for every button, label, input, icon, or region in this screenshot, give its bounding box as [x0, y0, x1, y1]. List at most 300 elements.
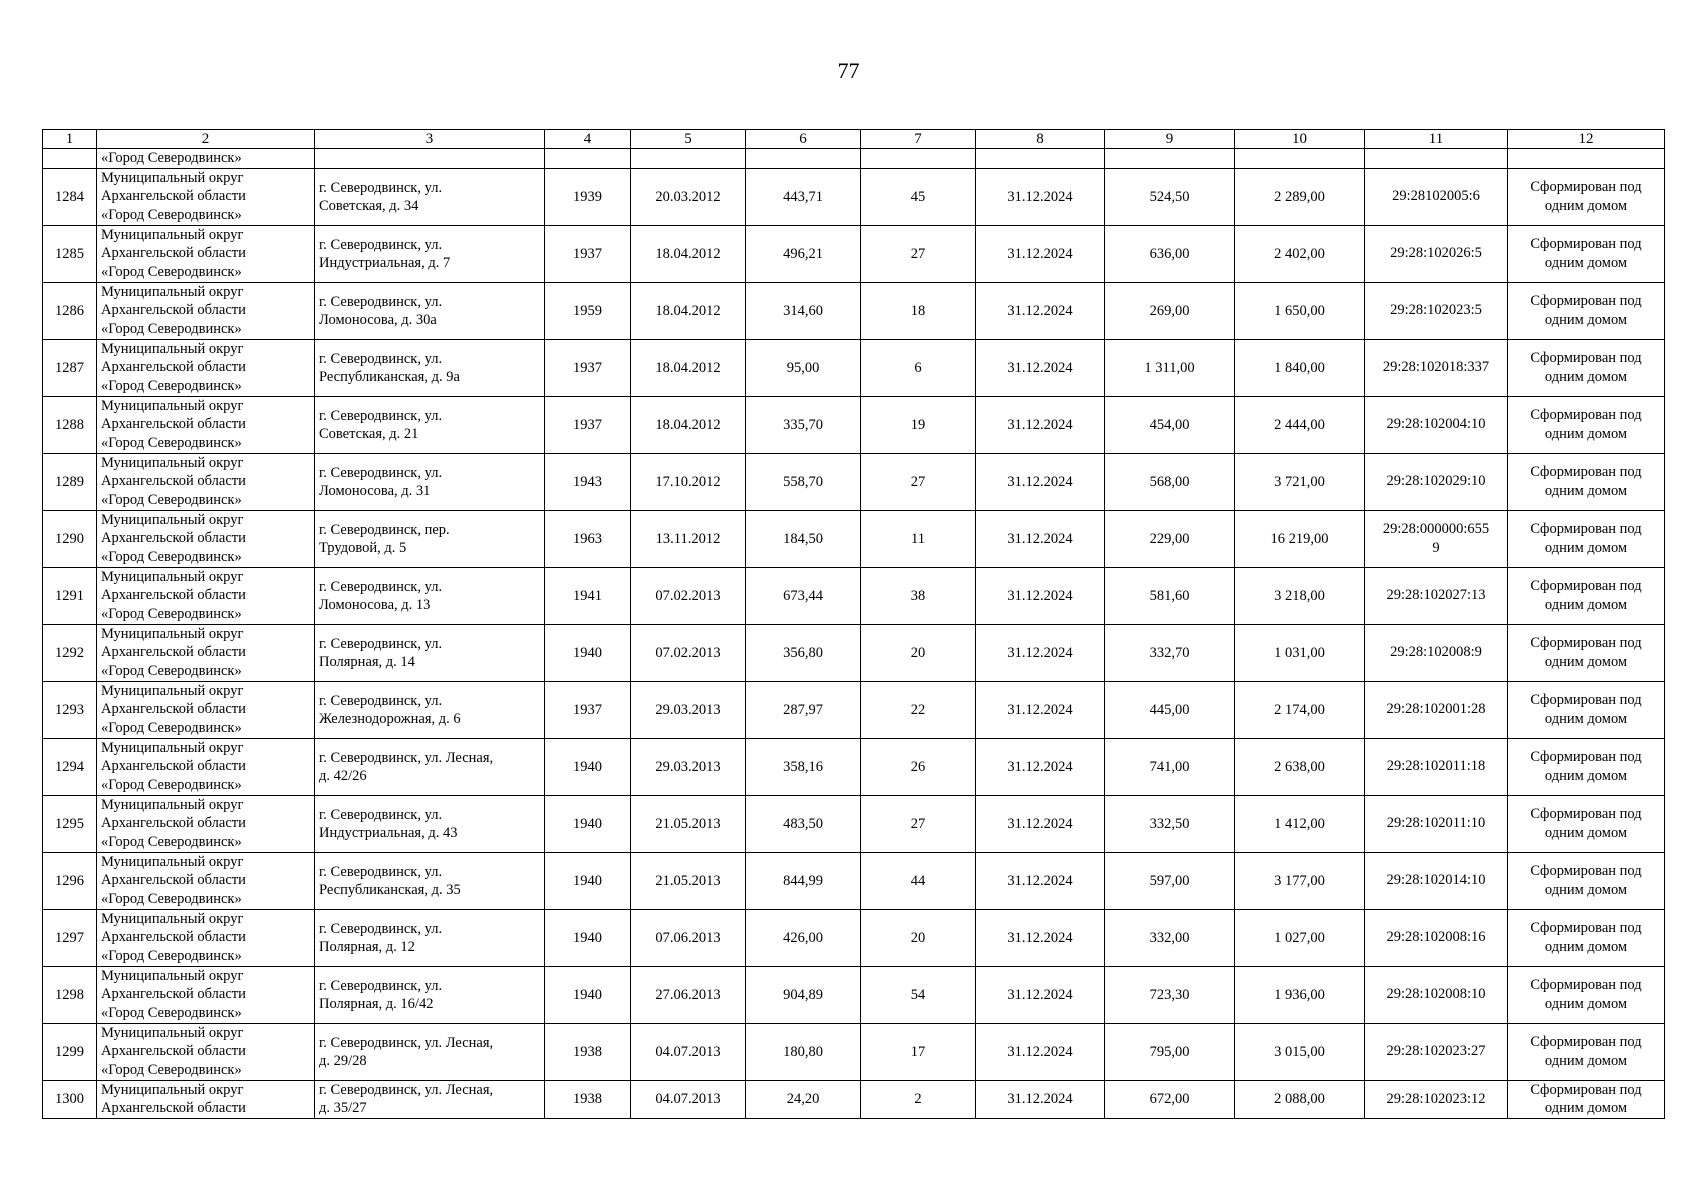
cadastral-number-cell-line: 29:28:102008:9 [1390, 644, 1482, 661]
row-number: 1289 [43, 453, 97, 510]
land-area-cell: 723,30 [1105, 966, 1235, 1023]
note-cell [1508, 795, 1665, 852]
land-area-cell: 454,00 [1105, 396, 1235, 453]
address-cell-line: д. 29/28 [319, 1052, 367, 1069]
footprint-cell: 1 936,00 [1235, 966, 1365, 1023]
footprint-cell: 2 444,00 [1235, 396, 1365, 453]
date-cell: 13.11.2012 [631, 510, 746, 567]
cadastral-number-cell-line: 29:28:102008:16 [1386, 929, 1486, 946]
address-cell-line: д. 42/26 [319, 767, 367, 784]
owner-cell-line: «Город Северодвинск» [101, 776, 242, 793]
cell-empty [43, 149, 97, 169]
table-row [43, 738, 1665, 795]
address-cell-line: г. Северодвинск, ул. Лесная, [319, 1034, 494, 1051]
residents-cell: 54 [861, 966, 976, 1023]
deadline-cell: 31.12.2024 [976, 510, 1105, 567]
date-cell: 18.04.2012 [631, 339, 746, 396]
address-cell-line: г. Северодвинск, пер. [319, 521, 450, 538]
note-cell-line: одним домом [1544, 710, 1628, 727]
table-row [43, 339, 1665, 396]
deadline-cell: 31.12.2024 [976, 168, 1105, 225]
year-cell: 1943 [545, 453, 631, 510]
residents-cell: 20 [861, 909, 976, 966]
owner-cell-line: Муниципальный округ [101, 226, 244, 243]
deadline-cell: 31.12.2024 [976, 339, 1105, 396]
note-cell-line: Сформирован под [1530, 521, 1642, 537]
column-number: 2 [97, 130, 315, 149]
address-cell [315, 453, 545, 510]
table-row [43, 567, 1665, 624]
cadastral-number-cell [1365, 909, 1508, 966]
note-cell-line: Сформирован под [1530, 1081, 1642, 1098]
deadline-cell: 31.12.2024 [976, 852, 1105, 909]
address-cell-line: Индустриальная, д. 7 [319, 254, 451, 271]
column-number: 1 [43, 130, 97, 149]
cadastral-number-cell-line: 29:28:102018:337 [1382, 359, 1490, 376]
land-area-cell: 524,50 [1105, 168, 1235, 225]
address-cell [315, 225, 545, 282]
page-number: 77 [837, 58, 860, 83]
owner-cell [97, 966, 315, 1023]
cadastral-number-cell [1365, 396, 1508, 453]
row-number: 1298 [43, 966, 97, 1023]
address-cell-line: г. Северодвинск, ул. [319, 578, 443, 595]
area-cell: 356,80 [746, 624, 861, 681]
table-row [43, 225, 1665, 282]
owner-cell-line: Муниципальный округ [101, 511, 244, 528]
cadastral-number-cell-line: 29:28:102011:10 [1386, 815, 1486, 832]
note-cell [1508, 168, 1665, 225]
owner-cell [97, 339, 315, 396]
year-cell: 1941 [545, 567, 631, 624]
note-cell-line: Сформирован под [1530, 920, 1642, 936]
cadastral-number-cell-line: 9 [1432, 539, 1440, 556]
owner-cell-line: Архангельской области [101, 245, 246, 262]
land-area-cell: 332,70 [1105, 624, 1235, 681]
owner-cell-line: «Город Северодвинск» [101, 890, 242, 907]
address-cell-line: д. 35/27 [319, 1100, 367, 1116]
deadline-cell: 31.12.2024 [976, 453, 1105, 510]
note-cell [1508, 339, 1665, 396]
note-cell-line: одним домом [1544, 254, 1628, 271]
continuation-row [43, 149, 1665, 169]
deadline-cell: 31.12.2024 [976, 1080, 1105, 1118]
footprint-cell: 2 638,00 [1235, 738, 1365, 795]
cell-empty [545, 149, 631, 169]
address-cell-line: г. Северодвинск, ул. Лесная, [319, 749, 494, 766]
owner-cell-line: «Город Северодвинск» [101, 263, 242, 280]
owner-cell-line: «Город Северодвинск» [101, 491, 242, 508]
note-cell-line: одним домом [1544, 824, 1628, 841]
owner-cell-line: Архангельской области [101, 188, 246, 205]
address-cell-line: Ломоносова, д. 13 [319, 596, 431, 613]
footprint-cell: 1 412,00 [1235, 795, 1365, 852]
note-cell-line: одним домом [1544, 1100, 1628, 1116]
footprint-cell: 3 177,00 [1235, 852, 1365, 909]
residents-cell: 20 [861, 624, 976, 681]
note-cell [1508, 681, 1665, 738]
cadastral-number-cell-line: 29:28:102023:5 [1390, 302, 1482, 319]
note-cell [1508, 282, 1665, 339]
land-area-cell: 597,00 [1105, 852, 1235, 909]
note-cell-line: одним домом [1544, 368, 1628, 385]
owner-cell-line: Архангельской области [101, 416, 246, 433]
cadastral-number-cell [1365, 738, 1508, 795]
cadastral-number-cell-line: 29:28:000000:655 [1382, 521, 1490, 537]
cell-empty [315, 149, 545, 169]
residents-cell: 2 [861, 1080, 976, 1118]
area-cell: 443,71 [746, 168, 861, 225]
area-cell: 426,00 [746, 909, 861, 966]
land-area-cell: 1 311,00 [1105, 339, 1235, 396]
owner-cell-line: Архангельской области [101, 758, 246, 775]
area-cell: 287,97 [746, 681, 861, 738]
owner-cell-line: Архангельской области [101, 872, 246, 889]
owner-cell-line: Муниципальный округ [101, 682, 244, 699]
footprint-cell: 1 650,00 [1235, 282, 1365, 339]
note-cell-line: Сформирован под [1530, 293, 1642, 309]
cell-empty [1105, 149, 1235, 169]
owner-cell-line: Муниципальный округ [101, 340, 244, 357]
owner-cell-line: «Город Северодвинск» [101, 548, 242, 565]
row-number: 1296 [43, 852, 97, 909]
address-cell-line: Советская, д. 21 [319, 425, 419, 442]
table-row [43, 168, 1665, 225]
note-cell [1508, 396, 1665, 453]
cell-empty [1235, 149, 1365, 169]
owner-cell-line: «Город Северодвинск» [101, 1061, 242, 1078]
cadastral-number-cell [1365, 1023, 1508, 1080]
owner-cell [97, 795, 315, 852]
owner-cell-line: Муниципальный округ [101, 1024, 244, 1041]
cadastral-number-cell [1365, 1080, 1508, 1118]
area-cell: 673,44 [746, 567, 861, 624]
footprint-cell: 1 031,00 [1235, 624, 1365, 681]
note-cell-line: Сформирован под [1530, 1034, 1642, 1050]
area-cell: 180,80 [746, 1023, 861, 1080]
table-row [43, 396, 1665, 453]
owner-cell-line: Архангельской области [101, 644, 246, 661]
deadline-cell: 31.12.2024 [976, 966, 1105, 1023]
cell-empty [976, 149, 1105, 169]
note-cell [1508, 909, 1665, 966]
footprint-cell: 16 219,00 [1235, 510, 1365, 567]
row-number: 1293 [43, 681, 97, 738]
row-number: 1294 [43, 738, 97, 795]
address-cell-line: Полярная, д. 14 [319, 653, 415, 670]
year-cell: 1937 [545, 681, 631, 738]
note-cell-line: одним домом [1544, 539, 1628, 556]
table-row [43, 852, 1665, 909]
table-row [43, 1023, 1665, 1080]
residents-cell: 26 [861, 738, 976, 795]
land-area-cell: 445,00 [1105, 681, 1235, 738]
cadastral-number-cell-line: 29:28:102029:10 [1386, 473, 1486, 490]
owner-cell-line: Муниципальный округ [101, 283, 244, 300]
owner-cell-line: Муниципальный округ [101, 1081, 244, 1098]
owner-cell-line: Архангельской области [101, 1100, 246, 1116]
cadastral-number-cell-line: 29:28:102026:5 [1390, 245, 1482, 262]
note-cell-line: одним домом [1544, 425, 1628, 442]
column-number-header-row [43, 130, 1665, 149]
land-area-cell: 636,00 [1105, 225, 1235, 282]
deadline-cell: 31.12.2024 [976, 909, 1105, 966]
address-cell-line: Трудовой, д. 5 [319, 539, 407, 556]
row-number: 1299 [43, 1023, 97, 1080]
address-cell-line: г. Северодвинск, ул. [319, 350, 443, 367]
year-cell: 1940 [545, 909, 631, 966]
address-cell-line: г. Северодвинск, ул. [319, 464, 443, 481]
column-number: 11 [1365, 130, 1508, 149]
area-cell: 496,21 [746, 225, 861, 282]
note-cell-line: одним домом [1544, 767, 1628, 784]
date-cell: 07.02.2013 [631, 624, 746, 681]
address-cell-line: г. Северодвинск, ул. [319, 293, 443, 310]
deadline-cell: 31.12.2024 [976, 681, 1105, 738]
note-cell-line: одним домом [1544, 881, 1628, 898]
owner-cell-line: Архангельской области [101, 1043, 246, 1060]
year-cell: 1959 [545, 282, 631, 339]
note-cell-line: Сформирован под [1530, 464, 1642, 480]
year-cell: 1940 [545, 966, 631, 1023]
owner-cell [97, 1080, 315, 1118]
note-cell-line: одним домом [1544, 311, 1628, 328]
address-cell-line: г. Северодвинск, ул. [319, 179, 443, 196]
address-cell-line: г. Северодвинск, ул. [319, 236, 443, 253]
deadline-cell: 31.12.2024 [976, 282, 1105, 339]
residents-cell: 44 [861, 852, 976, 909]
address-cell-line: Советская, д. 34 [319, 197, 419, 214]
cadastral-number-cell-line: 29:28:102001:28 [1386, 701, 1486, 718]
footprint-cell: 3 721,00 [1235, 453, 1365, 510]
note-cell-line: Сформирован под [1530, 635, 1642, 651]
year-cell: 1937 [545, 396, 631, 453]
address-cell [315, 624, 545, 681]
footprint-cell: 3 218,00 [1235, 567, 1365, 624]
area-cell: 184,50 [746, 510, 861, 567]
address-cell [315, 909, 545, 966]
owner-cell-line: «Город Северодвинск» [101, 377, 242, 394]
deadline-cell: 31.12.2024 [976, 738, 1105, 795]
address-cell [315, 282, 545, 339]
year-cell: 1937 [545, 339, 631, 396]
address-cell-line: Индустриальная, д. 43 [319, 824, 458, 841]
address-cell [315, 795, 545, 852]
cadastral-number-cell-line: 29:28:102004:10 [1386, 416, 1486, 433]
address-cell-line: г. Северодвинск, ул. Лесная, [319, 1082, 494, 1098]
row-number: 1297 [43, 909, 97, 966]
owner-cell-line: Муниципальный округ [101, 454, 244, 471]
note-cell-line: Сформирован под [1530, 692, 1642, 708]
footprint-cell: 1 840,00 [1235, 339, 1365, 396]
date-cell: 20.03.2012 [631, 168, 746, 225]
note-cell-line: одним домом [1544, 197, 1628, 214]
deadline-cell: 31.12.2024 [976, 624, 1105, 681]
owner-cell [97, 282, 315, 339]
year-cell: 1940 [545, 852, 631, 909]
owner-cell-line: Архангельской области [101, 986, 246, 1003]
residents-cell: 27 [861, 225, 976, 282]
address-cell-line: Полярная, д. 16/42 [319, 995, 434, 1012]
address-cell [315, 339, 545, 396]
owner-cell-line: Муниципальный округ [101, 910, 244, 927]
owner-cell-line: «Город Северодвинск» [101, 320, 242, 337]
residents-cell: 22 [861, 681, 976, 738]
row-number: 1287 [43, 339, 97, 396]
note-cell-line: Сформирован под [1530, 863, 1642, 879]
column-number: 7 [861, 130, 976, 149]
cadastral-number-cell-line: 29:28:102011:18 [1386, 758, 1486, 775]
cadastral-number-cell-line: 29:28:102023:27 [1386, 1043, 1486, 1060]
cadastral-number-cell [1365, 453, 1508, 510]
owner-cell-line: Муниципальный округ [101, 853, 244, 870]
note-cell-line: Сформирован под [1530, 179, 1642, 195]
column-number: 4 [545, 130, 631, 149]
table-row [43, 453, 1665, 510]
year-cell: 1940 [545, 795, 631, 852]
date-cell: 07.02.2013 [631, 567, 746, 624]
year-cell: 1938 [545, 1080, 631, 1118]
owner-cell-line: Муниципальный округ [101, 796, 244, 813]
cadastral-number-cell [1365, 282, 1508, 339]
row-number: 1285 [43, 225, 97, 282]
note-cell [1508, 567, 1665, 624]
address-cell-line: Республиканская, д. 9а [319, 368, 460, 385]
deadline-cell: 31.12.2024 [976, 795, 1105, 852]
address-cell-line: Ломоносова, д. 30а [319, 311, 437, 328]
date-cell: 27.06.2013 [631, 966, 746, 1023]
owner-cell [97, 681, 315, 738]
cell-empty [1365, 149, 1508, 169]
continuation-owner: «Город Северодвинск» [97, 149, 315, 169]
address-cell-line: г. Северодвинск, ул. [319, 692, 443, 709]
row-number: 1300 [43, 1080, 97, 1118]
owner-cell [97, 852, 315, 909]
table-row [43, 282, 1665, 339]
residents-cell: 11 [861, 510, 976, 567]
residents-cell: 6 [861, 339, 976, 396]
note-cell-line: Сформирован под [1530, 350, 1642, 366]
land-area-cell: 672,00 [1105, 1080, 1235, 1118]
cell-empty [861, 149, 976, 169]
table-row [43, 624, 1665, 681]
table-row [43, 966, 1665, 1023]
owner-cell-line: Муниципальный округ [101, 568, 244, 585]
address-cell [315, 1023, 545, 1080]
row-number: 1292 [43, 624, 97, 681]
land-area-cell: 229,00 [1105, 510, 1235, 567]
column-number: 3 [315, 130, 545, 149]
area-cell: 483,50 [746, 795, 861, 852]
owner-cell-line: Архангельской области [101, 359, 246, 376]
date-cell: 21.05.2013 [631, 852, 746, 909]
cadastral-number-cell-line: 29:28:102023:12 [1386, 1090, 1486, 1107]
column-number: 5 [631, 130, 746, 149]
residents-cell: 17 [861, 1023, 976, 1080]
owner-cell-line: Архангельской области [101, 701, 246, 718]
address-cell-line: Полярная, д. 12 [319, 938, 415, 955]
owner-cell [97, 738, 315, 795]
residents-cell: 27 [861, 453, 976, 510]
owner-cell [97, 1023, 315, 1080]
date-cell: 04.07.2013 [631, 1080, 746, 1118]
land-area-cell: 332,00 [1105, 909, 1235, 966]
column-number: 10 [1235, 130, 1365, 149]
address-cell-line: Ломоносова, д. 31 [319, 482, 431, 499]
cadastral-number-cell [1365, 225, 1508, 282]
owner-cell-line: Архангельской области [101, 929, 246, 946]
owner-cell-line: «Город Северодвинск» [101, 662, 242, 679]
note-cell [1508, 225, 1665, 282]
footprint-cell: 1 027,00 [1235, 909, 1365, 966]
address-cell [315, 510, 545, 567]
table-row [43, 1080, 1665, 1118]
cadastral-number-cell [1365, 567, 1508, 624]
area-cell: 24,20 [746, 1080, 861, 1118]
year-cell: 1940 [545, 738, 631, 795]
note-cell-line: одним домом [1544, 1052, 1628, 1069]
address-cell-line: Железнодорожная, д. 6 [319, 710, 461, 727]
date-cell: 29.03.2013 [631, 681, 746, 738]
date-cell: 18.04.2012 [631, 282, 746, 339]
owner-cell-line: Архангельской области [101, 530, 246, 547]
owner-cell-line: «Город Северодвинск» [101, 833, 242, 850]
note-cell [1508, 966, 1665, 1023]
row-number: 1295 [43, 795, 97, 852]
area-cell: 558,70 [746, 453, 861, 510]
footprint-cell: 2 088,00 [1235, 1080, 1365, 1118]
owner-cell-line: Архангельской области [101, 473, 246, 490]
year-cell: 1938 [545, 1023, 631, 1080]
address-cell [315, 966, 545, 1023]
address-cell [315, 396, 545, 453]
owner-cell [97, 909, 315, 966]
table-row [43, 510, 1665, 567]
cadastral-number-cell [1365, 795, 1508, 852]
deadline-cell: 31.12.2024 [976, 225, 1105, 282]
address-cell-line: г. Северодвинск, ул. [319, 920, 443, 937]
address-cell [315, 852, 545, 909]
address-cell [315, 738, 545, 795]
owner-cell [97, 624, 315, 681]
date-cell: 21.05.2013 [631, 795, 746, 852]
area-cell: 314,60 [746, 282, 861, 339]
footprint-cell: 2 402,00 [1235, 225, 1365, 282]
cadastral-number-cell-line: 29:28102005:6 [1392, 188, 1480, 205]
row-number: 1286 [43, 282, 97, 339]
address-cell-line: г. Северодвинск, ул. [319, 806, 443, 823]
year-cell: 1939 [545, 168, 631, 225]
note-cell-line: Сформирован под [1530, 806, 1642, 822]
owner-cell-line: Архангельской области [101, 815, 246, 832]
land-area-cell: 741,00 [1105, 738, 1235, 795]
owner-cell-line: Муниципальный округ [101, 739, 244, 756]
cadastral-number-cell [1365, 339, 1508, 396]
date-cell: 18.04.2012 [631, 396, 746, 453]
date-cell: 18.04.2012 [631, 225, 746, 282]
cadastral-number-cell [1365, 852, 1508, 909]
area-cell: 95,00 [746, 339, 861, 396]
owner-cell [97, 453, 315, 510]
table-row [43, 681, 1665, 738]
year-cell: 1937 [545, 225, 631, 282]
year-cell: 1963 [545, 510, 631, 567]
cadastral-number-cell-line: 29:28:102008:10 [1386, 986, 1486, 1003]
note-cell [1508, 1080, 1665, 1118]
note-cell [1508, 1023, 1665, 1080]
note-cell-line: одним домом [1544, 995, 1628, 1012]
residents-cell: 38 [861, 567, 976, 624]
